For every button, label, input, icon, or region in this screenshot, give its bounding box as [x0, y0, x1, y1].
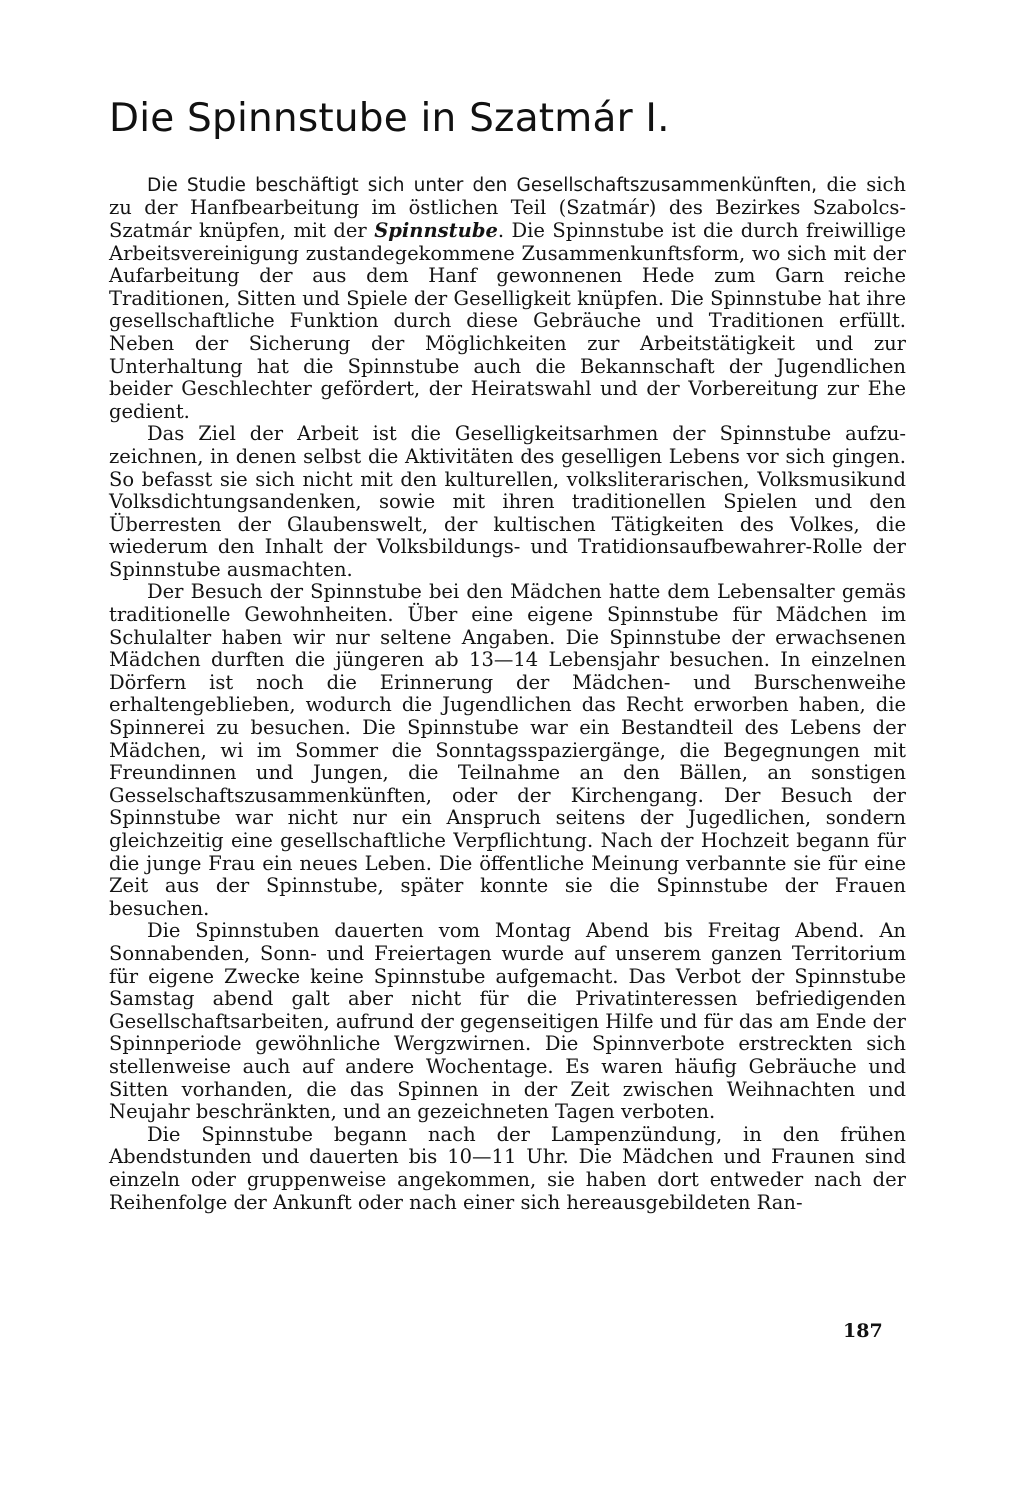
paragraph-2: Das Ziel der Arbeit ist die Geselligkeitsarhmen der Spinnstube aufzuzeichnen, in denen selbst die Aktivitäten des geselligen Lebens vor sich gingen. So befasst sie sich nicht mit den kulturellen, volksliterarischen, Volksmusikund Volksdichtungsandenken, sowie mit ihren traditionellen Spielen und den Überresten der Glaubenswelt, der kultischen Tätigkeiten des Volkes, die wiederum den Inhalt der Volksbildungs- und Tratidionsaufbewahrer-Rolle der Spinnstube ausmachten.: [109, 422, 906, 581]
page-number: 187: [843, 1320, 883, 1342]
article-body: [109, 174, 906, 1214]
paragraph-1-text-a: die sich zu der Hanfbearbeitung im östlichen Teil (Szatmár) des Bezirkes Szabolcs-Szatmár knüpfen, mit der: [109, 172, 906, 242]
paragraph-5: Die Spinnstube begann nach der Lampenzündung, in den frühen Abendstunden und dauerten bis 10—11 Uhr. Die Mädchen und Fraunen sind einzeln oder gruppenweise angekommen, sie haben dort entweder nach der Reihenfolge der Ankunft oder nach einer sich hereausgebildeten Ran-: [109, 1122, 906, 1214]
paragraph-1-lead: Die Studie beschäftigt sich unter den Gesellschaftszusammenkünften,: [147, 174, 818, 196]
paragraph-4: Die Spinnstuben dauerten vom Montag Abend bis Freitag Abend. An Sonnabenden, Sonn- und Freiertagen wurde auf unserem ganzen Territorium für eigene Zwecke keine Spinnstube aufgemacht. Das Verbot der Spinnstube Samstag abend galt aber nicht für die Privatinteressen befriedigenden Gesellschaftsarbeiten, aufrund der gegenseitigen Hilfe und für das am Ende der Spinnperiode gewöhnliche Wergzwirnen. Die Spinnverbote erstreckten sich stellenweise auch auf andere Wochentage. Es waren häufig Gebräuche und Sitten vorhanden, die das Spinnen in der Zeit zwischen Weihnachten und Neujahr beschränkten, und an gezeichneten Tagen verboten.: [109, 919, 906, 1124]
paragraph-3: Der Besuch der Spinnstube bei den Mädchen hatte dem Lebensalter gemäs traditionelle Gewohnheiten. Über eine eigene Spinnstube für Mädchen im Schulalter haben wir nur seltene Angaben. Die Spinnstube der erwachsenen Mädchen durften die jüngeren ab 13—14 Lebensjahr besuchen. In einzelnen Dörfern ist noch die Erinnerung der Mädchen- und Burschenweihe erhaltengeblieben, wodurch die Jugendlichen das Recht erworben haben, die Spinnerei zu besuchen. Die Spinnstube war ein Bestandteil des Lebens der Mädchen, wi im Sommer die Sonntagsspaziergänge, die Begegnungen mit Freundinnen und Jungen, die Teilnahme an den Bällen, an sonstigen Gesselschaftszusammenkünften, oder der Kirchengang. Der Besuch der Spinnstube war nicht nur ein Anspruch seitens der Jugedlichen, sondern gleichzeitig eine gesellschaftliche Verpflichtung. Nach der Hochzeit begann für die junge Frau ein neues Leben. Die öffentliche Meinung verbannte sie für eine Zeit aus der Spinnstube, später konnte sie die Spinnstube der Frauen besuchen.: [109, 580, 906, 920]
page-content: [109, 96, 906, 1214]
paragraph-1-text-b: . Die Spinnstube ist die durch freiwillige Arbeitsvereinigung zustandegekommene Zusammenkunftsform, wo sich mit der Aufarbeitung der aus dem Hanf gewonnenen Hede zum Garn reiche Traditionen, Sitten und Spiele der Geselligkeit knüpfen. Die Spinnstube hat ihre gesellschaftliche Funktion durch diese Gebräuche und Traditionen erfüllt. Neben der Sicherung der Möglichkeiten zur Arbeitstätigkeit und zur Unterhaltung hat die Spinnstube auch die Bekannschaft der Jugendlichen beider Geschlechter gefördert, der Heiratswahl und der Vorbereitung zur Ehe gedient.: [109, 218, 906, 423]
paragraph-1: [109, 174, 906, 424]
paragraph-1-emphasis: Spinnstube: [374, 218, 498, 242]
page-title: Die Spinnstube in Szatmár I.: [109, 96, 670, 141]
